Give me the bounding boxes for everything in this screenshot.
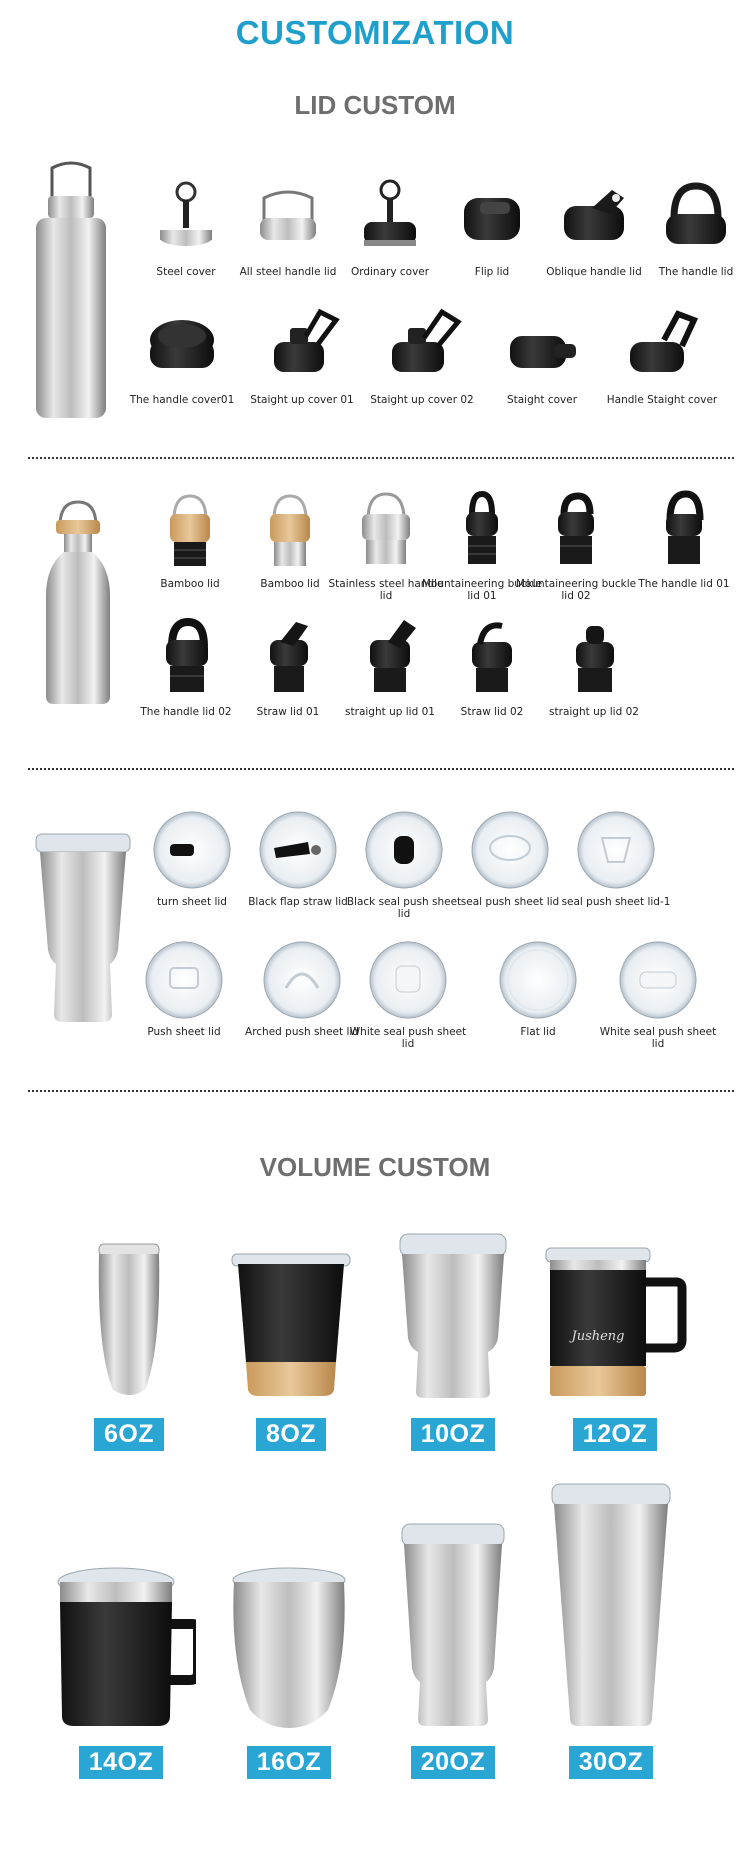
lid-label: Flat lid [520, 1026, 556, 1038]
steel-cover-image [144, 178, 228, 262]
lid-item[interactable] [596, 938, 720, 1050]
lid-label: Mountaineering buckle lid 01 [421, 578, 543, 603]
mug-12oz-image [540, 1240, 690, 1404]
lid-item[interactable] [240, 306, 364, 406]
straight-up-lid-02-image [552, 618, 636, 702]
section-divider [28, 1090, 734, 1092]
lid-custom-title: LID CUSTOM [294, 90, 456, 120]
mountaineering-buckle-lid-02-image [534, 490, 618, 574]
flip-lid-image [450, 178, 534, 262]
handle-cover-01-image [140, 306, 224, 390]
bamboo-bottle-hero-image [38, 496, 118, 706]
lid-item[interactable] [514, 490, 638, 602]
volume-badge: 8OZ [256, 1418, 326, 1451]
lid-label: Bamboo lid [260, 578, 320, 590]
tall-bottle-hero-image [30, 160, 112, 422]
straw-lid-02-image [450, 618, 534, 702]
lid-label: The handle lid 01 [638, 578, 730, 590]
lid-label: Staight up cover 02 [370, 394, 474, 406]
ordinary-cover-image [348, 178, 432, 262]
lid-label: Oblique handle lid [546, 266, 642, 278]
volume-item[interactable] [378, 1228, 528, 1451]
push-sheet-lid-image [142, 938, 226, 1022]
volume-badge: 12OZ [573, 1418, 658, 1451]
volume-badge: 30OZ [569, 1746, 654, 1779]
lid-item[interactable] [622, 490, 746, 590]
cup-30oz-image [548, 1478, 674, 1732]
lid-label: Black seal push sheet lid [346, 896, 462, 921]
lid-label: Push sheet lid [147, 1026, 221, 1038]
lid-label: seal push sheet lid [460, 896, 560, 908]
stainless-steel-handle-lid-image [344, 490, 428, 574]
mountaineering-buckle-lid-01-image [440, 490, 524, 574]
lid-label: straight up lid 02 [549, 706, 639, 718]
lid-label: Straw lid 02 [460, 706, 524, 718]
volume-badge: 14OZ [79, 1746, 164, 1779]
lid-label: Arched push sheet lid [245, 1026, 359, 1038]
lid-label: All steel handle lid [239, 266, 337, 278]
volume-badge: 20OZ [411, 1746, 496, 1779]
lid-label: Bamboo lid [160, 578, 220, 590]
arched-push-sheet-lid-image [260, 938, 344, 1022]
lid-item[interactable] [122, 938, 246, 1038]
section-divider [28, 768, 734, 770]
lid-label: Ordinary cover [350, 266, 430, 278]
turn-sheet-lid-image [150, 808, 234, 892]
volume-item[interactable] [54, 1240, 204, 1451]
seal-push-sheet-lid-image [468, 808, 552, 892]
volume-item[interactable] [216, 1240, 366, 1451]
lid-item[interactable] [120, 306, 244, 406]
lid-item[interactable] [600, 306, 724, 406]
lid-item[interactable] [634, 178, 750, 278]
handle-lid-02-image [144, 618, 228, 702]
handle-lid-image [654, 178, 738, 262]
mug-14oz-image [46, 1560, 196, 1732]
flat-lid-image [496, 938, 580, 1022]
lid-label: The handle cover01 [129, 394, 235, 406]
lid-label: Staight up cover 01 [250, 394, 354, 406]
lid-label: The handle lid 02 [140, 706, 232, 718]
straight-cover-image [500, 306, 584, 390]
lid-label: White seal push sheet lid [349, 1026, 467, 1051]
cup-8oz-image [226, 1240, 356, 1404]
bamboo-lid-steel-base-image [248, 490, 332, 574]
cup-6oz-image [91, 1240, 167, 1404]
white-seal-push-sheet-lid-2-image [616, 938, 700, 1022]
straw-lid-01-image [246, 618, 330, 702]
cup-16oz-image [228, 1560, 350, 1732]
lid-item[interactable] [476, 938, 600, 1038]
all-steel-handle-lid-image [246, 178, 330, 262]
lid-label: Black flap straw lid [248, 896, 348, 908]
handle-lid-01-image [642, 490, 726, 574]
volume-badge: 10OZ [411, 1418, 496, 1451]
lid-label: Stainless steel handle lid [328, 578, 444, 603]
lid-label: Steel cover [156, 266, 216, 278]
volume-custom-title: VOLUME CUSTOM [259, 1152, 491, 1182]
lid-item[interactable] [532, 618, 656, 718]
white-seal-push-sheet-lid-image [366, 938, 450, 1022]
volume-item[interactable] [540, 1240, 690, 1451]
page-title: CUSTOMIZATION [235, 14, 515, 51]
lid-label: straight up lid 01 [345, 706, 435, 718]
lid-label: The handle lid [658, 266, 734, 278]
black-flap-straw-lid-image [256, 808, 340, 892]
cup-20oz-image [398, 1518, 508, 1732]
lid-item[interactable] [554, 808, 678, 908]
oblique-handle-lid-image [552, 178, 636, 262]
cup-10oz-image [394, 1228, 512, 1404]
volume-item[interactable] [46, 1560, 196, 1779]
lid-label: turn sheet lid [157, 896, 227, 908]
lid-label: Flip lid [474, 266, 510, 278]
handle-straight-cover-image [620, 306, 704, 390]
tumbler-hero-image [32, 830, 134, 1026]
section-divider [28, 457, 734, 459]
straight-up-cover-01-image [260, 306, 344, 390]
lid-label: seal push sheet lid-1 [561, 896, 671, 908]
lid-label: Handle Staight cover [606, 394, 718, 406]
black-seal-push-sheet-lid-image [362, 808, 446, 892]
volume-item[interactable] [536, 1478, 686, 1779]
lid-label: Staight cover [506, 394, 578, 406]
straight-up-cover-02-image [380, 306, 464, 390]
lid-label: Mountaineering buckle lid 02 [515, 578, 637, 603]
volume-item[interactable] [214, 1560, 364, 1779]
bamboo-lid-image [148, 490, 232, 574]
lid-label: White seal push sheet lid [599, 1026, 717, 1051]
lid-item[interactable] [346, 938, 470, 1050]
volume-item[interactable] [378, 1518, 528, 1779]
straight-up-lid-01-image [348, 618, 432, 702]
volume-badge: 6OZ [94, 1418, 164, 1451]
lid-label: Straw lid 01 [256, 706, 320, 718]
lid-item[interactable] [480, 306, 604, 406]
seal-push-sheet-lid-1-image [574, 808, 658, 892]
lid-item[interactable] [360, 306, 484, 406]
volume-badge: 16OZ [247, 1746, 332, 1779]
mug-brand-text: Jusheng [571, 1329, 625, 1344]
